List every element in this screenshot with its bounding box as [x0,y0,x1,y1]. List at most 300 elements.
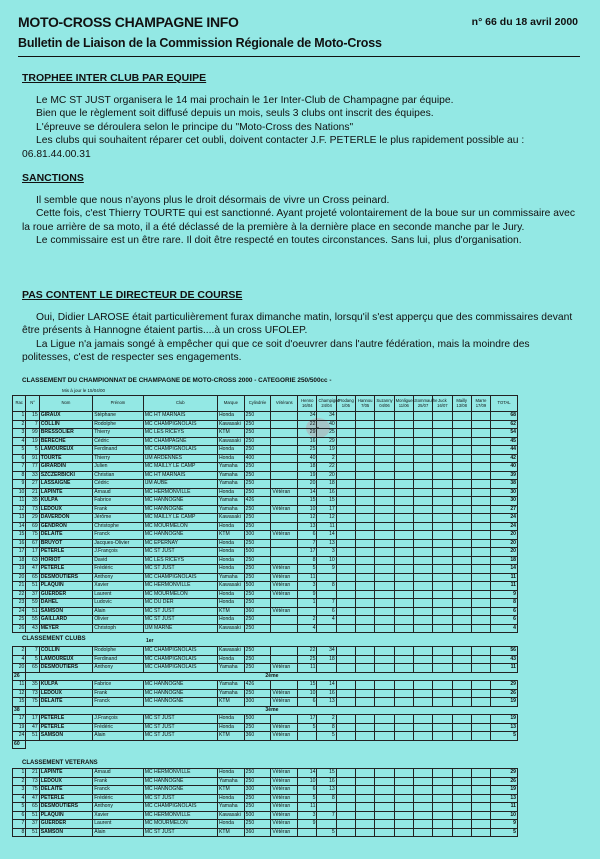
table-cell: Prénom [93,396,144,412]
table-cell: Vétéran [271,505,298,514]
table-cell [336,616,355,625]
table-cell: MC HERMONVILLE [143,582,217,591]
table-cell [375,556,394,565]
table-cell [356,599,375,608]
table-cell: Vétéran [271,488,298,497]
table-cell: Yamaha [217,480,244,489]
table-cell [336,565,355,574]
table-cell: MC HANNOGNE [143,681,217,690]
table-cell: 250 [244,655,271,664]
table-cell [317,590,336,599]
issue-number: n° 66 du 18 avril 2000 [471,16,578,28]
table-cell: 27 [491,505,518,514]
table-cell: 26 [13,672,26,681]
table-cell [356,786,375,795]
table-cell: 20 [491,531,518,540]
table-cell [336,794,355,803]
table-cell: 19 [491,786,518,795]
table-cell: MC HANNOGNE [143,505,217,514]
table-cell: 51 [26,828,39,837]
table-cell [336,497,355,506]
table-cell [433,811,452,820]
table-cell: 6 [13,811,26,820]
table-cell [336,573,355,582]
table-cell: PLAQUIN [39,582,92,591]
table-header-row [13,396,518,412]
table-cell: 30 [491,497,518,506]
table-cell: 3 [13,786,26,795]
table-cell: LAMOUREUX [39,446,92,455]
table-cell: DESMOUTIERS [39,573,92,582]
table-cell: MC ST JUST [143,794,217,803]
table-cell [413,522,432,531]
table-cell: MC MAILLY LE CAMP [143,463,217,472]
table-cell [356,732,375,741]
table-cell: Vétéran [271,723,298,732]
table-cell: Vétéran [271,531,298,540]
table-cell [356,607,375,616]
table-cell [394,624,413,633]
table-cell [375,446,394,455]
table-cell: 18 [298,463,317,472]
table-cell: Honda [217,715,244,724]
table-cell: 7 [13,463,26,472]
table-cell: MC HANNOGNE [143,689,217,698]
table-cell [471,616,490,625]
table-cell: 3 [298,811,317,820]
table-cell: MEYER [39,624,92,633]
table-cell: Prodang 1/05 [336,396,355,412]
table-cell [433,429,452,438]
table-cell [271,497,298,506]
spacer [26,740,518,749]
table-cell: 360 [244,607,271,616]
table-cell [375,412,394,421]
table-cell: 1 [13,412,26,421]
table-cell: Rodolphe [93,420,144,429]
table-cell: Sommauthe 25/07 [413,396,432,412]
table-cell: 360 [244,828,271,837]
table-cell: Jacques-Olivier [93,539,144,548]
table-cell [375,624,394,633]
table-cell: 250 [244,420,271,429]
table-cell [433,647,452,656]
paragraph: L'épreuve se déroulera selon le principe du "Moto-Cross des Nations" [36,121,354,133]
table-cell [433,582,452,591]
paragraph: La Ligue n'a jamais songé à empêcher qui que ce soit d'oeuvrer dans l'autre fédération, mais la moindre des politesses, c'est de respecter ses engagements. [22,338,530,363]
table-cell: 24 [491,522,518,531]
table-cell [394,565,413,574]
group-separator [13,672,518,681]
table-cell [413,689,432,698]
table-cell: 20 [13,664,26,673]
table-cell: 7 [26,420,39,429]
table-cell: Kawasaki [217,647,244,656]
table-cell: Kawasaki [217,514,244,523]
table-row [13,828,518,837]
table-cell [471,573,490,582]
table-row [13,599,518,608]
table-row [13,723,518,732]
table-cell [433,505,452,514]
table-cell: MC LES RICEYS [143,556,217,565]
table-cell: 250 [244,412,271,421]
table-cell: 7 [317,599,336,608]
table-cell: 10 [298,689,317,698]
table-cell: 250 [244,803,271,812]
table-cell: 20 [13,573,26,582]
table-cell: 39 [491,471,518,480]
table-cell: KTM [217,429,244,438]
table-cell: 34 [298,412,317,421]
table-cell [336,803,355,812]
table-cell: PLAQUIN [39,811,92,820]
table-cell [375,420,394,429]
table-cell: 51 [26,607,39,616]
table-cell [336,446,355,455]
table-cell [375,505,394,514]
table-cell: 8 [317,794,336,803]
table-cell [471,655,490,664]
table-cell: 250 [244,664,271,673]
table-cell: COLLIN [39,420,92,429]
table-cell: 250 [244,446,271,455]
table-cell [336,582,355,591]
table-cell: 500 [244,548,271,557]
table-row [13,531,518,540]
table-cell [356,794,375,803]
table-cell: Vétéran [271,786,298,795]
table-cell [356,689,375,698]
table-cell [375,616,394,625]
table-cell: MC HANNOGNE [143,531,217,540]
table-cell [452,616,471,625]
table-cell [336,429,355,438]
table-cell [356,803,375,812]
table-cell: 2 [317,715,336,724]
table-cell: TOURTE [39,454,92,463]
table-cell [271,480,298,489]
table-cell [375,607,394,616]
table-cell [394,446,413,455]
table-cell [336,505,355,514]
table-cell: 8 [298,556,317,565]
table-cell: 13 [491,794,518,803]
table-cell [433,599,452,608]
table-cell [433,539,452,548]
table-cell: 12 [13,689,26,698]
table-cell [433,803,452,812]
table-cell: 250 [244,689,271,698]
table-cell: 73 [26,777,39,786]
table-cell [471,565,490,574]
table-cell: 7 [13,820,26,829]
table-cell: 77 [26,463,39,472]
table-cell [394,590,413,599]
table-cell [375,811,394,820]
table-cell [271,681,298,690]
table-cell [433,471,452,480]
table-cell: MC HANNOGNE [143,698,217,707]
table-cell: 35 [26,681,39,690]
table-cell: MC CHAMPIGNOLAIS [143,573,217,582]
table-cell: 25 [13,616,26,625]
table-cell: MC CHAMPIGNOLAIS [143,647,217,656]
table-cell: 400 [244,454,271,463]
table-cell: 24 [13,732,26,741]
table-cell: 13 [13,514,26,523]
table-cell: 6 [298,531,317,540]
table-cell [413,446,432,455]
table-cell: 13 [317,539,336,548]
table-cell [433,565,452,574]
table-cell: Club [143,396,217,412]
table-cell [356,429,375,438]
table-cell: Thierry [93,454,144,463]
table-cell: Vétéran [271,573,298,582]
table-cell: 17 [26,715,39,724]
table-cell: MC LES RICEYS [143,429,217,438]
section-title: PAS CONTENT LE DIRECTEUR DE COURSE [22,289,243,301]
final-total-row [13,740,518,749]
table-row [13,820,518,829]
table-cell: 6 [317,607,336,616]
table-cell [271,412,298,421]
table-row [13,412,518,421]
table-cell [433,446,452,455]
table-cell: KTM [217,531,244,540]
table-cell [471,548,490,557]
table-cell: Yamaha [217,471,244,480]
table-cell: 5 [26,446,39,455]
table-cell: 75 [26,786,39,795]
paragraph: Les clubs qui souhaitent réparer cet oubli, doivent contacter J.F. PETERLE le plus rapidement possible au : 06.81.44.00.31 [22,135,525,160]
table-cell: 7 [298,539,317,548]
table-cell [433,573,452,582]
table-cell: 26 [13,624,26,633]
table-cell [433,777,452,786]
table-cell [433,454,452,463]
table-cell [375,803,394,812]
table-cell: LAMOUREUX [39,655,92,664]
table-cell: 24 [491,514,518,523]
table-cell: 17 [13,715,26,724]
table-cell: 25 [298,446,317,455]
table-cell: 10 [491,811,518,820]
veterans-table [12,768,518,837]
table-cell [394,664,413,673]
table-cell: 250 [244,573,271,582]
table-cell [375,820,394,829]
table-cell: 6 [298,786,317,795]
table-cell: MC HANNOGNE [143,786,217,795]
table-cell: 250 [244,624,271,633]
table-cell: MC MAILLY LE CAMP [143,514,217,523]
table-cell: 250 [244,599,271,608]
table-cell [471,429,490,438]
table-cell [336,681,355,690]
table-cell [375,514,394,523]
table-cell: Vétéran [271,803,298,812]
table-row [13,607,518,616]
table-cell: 250 [244,488,271,497]
table-cell [394,732,413,741]
table-cell [356,412,375,421]
table-cell [394,463,413,472]
table-cell: 38 [13,706,26,715]
table-cell [471,446,490,455]
table-cell: 6 [491,616,518,625]
table-cell [394,715,413,724]
table-cell: Vétéran [271,820,298,829]
table-cell: 426 [244,681,271,690]
table-cell: 4 [298,624,317,633]
table-cell: 33 [26,471,39,480]
table-cell: 9 [491,820,518,829]
table-cell [433,463,452,472]
table-row [13,664,518,673]
table-cell: 250 [244,769,271,778]
table-cell [471,689,490,698]
table-cell: 426 [244,497,271,506]
table-cell [317,624,336,633]
table-cell: Anthony [93,573,144,582]
table-row [13,539,518,548]
table-cell: Honda [217,454,244,463]
table-cell [336,664,355,673]
table-cell: Alain [93,828,144,837]
table-cell [413,786,432,795]
table-cell: 37 [26,590,39,599]
table-cell: PETERLE [39,548,92,557]
table-cell [413,463,432,472]
table-cell [413,828,432,837]
table-cell [356,454,375,463]
table-cell [413,454,432,463]
table-cell [271,514,298,523]
table-cell: Honda [217,488,244,497]
table-cell: 10 [298,505,317,514]
table-cell [394,556,413,565]
table-cell: DELAITE [39,786,92,795]
table-cell: Champigno 24/04 [317,396,336,412]
table-cell: 250 [244,471,271,480]
table-cell: 16 [298,437,317,446]
table-cell: Kawasaki [217,582,244,591]
table-cell: Monligues 11/06 [394,396,413,412]
table-cell [271,616,298,625]
table-cell [452,548,471,557]
table-cell: Vétéran [271,777,298,786]
table-row [13,698,518,707]
table-cell: 60 [13,740,26,749]
table-cell [471,497,490,506]
table-cell: SAMSON [39,607,92,616]
table-cell [375,429,394,438]
table-cell: SZCZERBICKI [39,471,92,480]
table-cell: LEDOUX [39,505,92,514]
table-cell: Julien [93,463,144,472]
table-cell [356,514,375,523]
table-cell [452,647,471,656]
table-cell [271,454,298,463]
table-cell: COLLIN [39,647,92,656]
table-cell: DELAITE [39,531,92,540]
table-row [13,480,518,489]
table-cell [452,531,471,540]
table-cell: 69 [26,522,39,531]
table-cell [413,599,432,608]
table-cell: 8 [317,582,336,591]
table-row [13,446,518,455]
table-cell [356,573,375,582]
table-cell: DAHEL [39,599,92,608]
table-cell [375,828,394,837]
table-row [13,811,518,820]
table-cell [452,582,471,591]
section-title: TROPHEE INTER CLUB PAR EQUIPE [22,72,207,84]
table-cell [452,565,471,574]
table-cell: Rac [13,396,26,412]
table-cell [394,437,413,446]
table-cell [394,647,413,656]
table-cell: 23 [13,599,26,608]
table-cell: MC HERMONVILLE [143,769,217,778]
table-cell: 16 [317,488,336,497]
table-cell: 11 [491,573,518,582]
table-cell [413,429,432,438]
table-cell: 17 [298,548,317,557]
table-cell: 250 [244,463,271,472]
table-cell [356,488,375,497]
table-cell: UM ARDENNES [143,454,217,463]
table-cell [271,556,298,565]
table-row [13,803,518,812]
table-cell: 25 [298,655,317,664]
table-cell: 4 [13,794,26,803]
table-cell: Kawasaki [217,437,244,446]
table-cell [413,514,432,523]
table-cell: 91 [26,454,39,463]
table-cell [413,664,432,673]
table-cell [394,599,413,608]
table-cell [413,655,432,664]
table-cell [452,607,471,616]
table-cell: Frank [93,689,144,698]
table-cell [471,715,490,724]
table-cell: 9 [298,590,317,599]
table-cell: 29 [491,769,518,778]
table-cell: Vétéran [271,698,298,707]
table-cell: 250 [244,505,271,514]
table-cell: Vétéran [271,590,298,599]
table-cell [433,480,452,489]
table-cell: LEDOUX [39,777,92,786]
table-cell: 17 [13,548,26,557]
table-cell [356,556,375,565]
table-cell: Honda [217,522,244,531]
table-cell: Arnaud [93,769,144,778]
table-cell [336,786,355,795]
table-cell [394,497,413,506]
table-cell: 20 [298,480,317,489]
table-cell: 13 [317,786,336,795]
table-cell: 24 [13,607,26,616]
table-cell: 11 [491,582,518,591]
stamp-mark: ● [306,418,330,438]
table-cell: 360 [244,732,271,741]
table-row [13,471,518,480]
